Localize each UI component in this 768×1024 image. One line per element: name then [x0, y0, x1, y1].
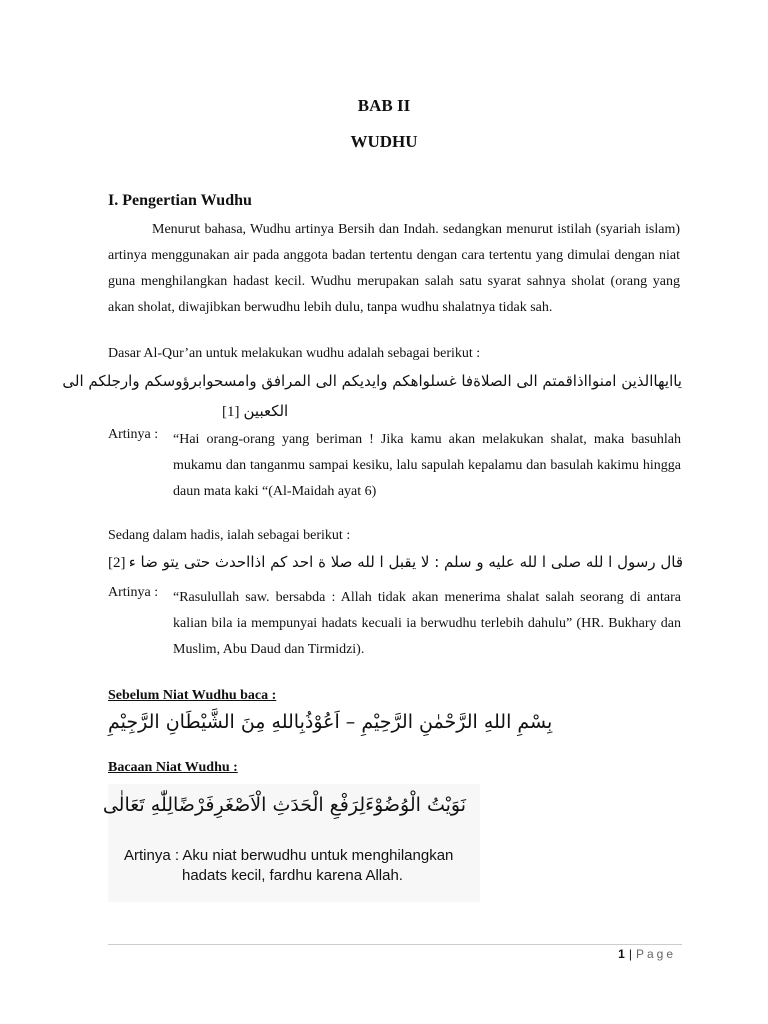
page-title: WUDHU: [350, 132, 418, 151]
quran-ref: [1]: [222, 404, 240, 420]
quran-intro: Dasar Al-Qur’an untuk melakukan wudhu adalah sebagai berikut :: [108, 346, 481, 361]
niat-heading: Bacaan Niat Wudhu :: [108, 760, 238, 775]
definition-paragraph: [108, 217, 680, 321]
basmala-taawudz: بِسْمِ اللهِ الرَّحْمٰنِ الرَّحِيْمِ – اَعُوْذُبِاللهِ مِنَ الشَّيْطَانِ الرَّجِيْمِ: [108, 711, 553, 733]
niat-image: [102, 784, 480, 902]
hadith-arabic: قال رسول ا لله صلى ا لله عليه و سلم : لا يقبل ا لله صلا ة احد كم اذااحدث حتى يتو ضا ء: [128, 553, 683, 571]
quran-arabic-line2: [222, 402, 288, 421]
quran-translation: “Hai orang-orang yang beriman ! Jika kamu akan melakukan shalat, maka basuhlah mukamu dan tanganmu sampai kesiku, lalu sapulah kepalamu dan basulah kakimu hingga daun mata kaki “(Al-Maidah ayat 6): [173, 432, 681, 499]
niat-translation-line2: hadats kecil, fardhu karena Allah.: [182, 867, 403, 884]
section-heading: I. Pengertian Wudhu: [108, 192, 252, 209]
hadith-arabic-row: [108, 553, 683, 581]
hadith-ref: [2]: [108, 555, 126, 571]
footer-divider: [108, 944, 682, 945]
page-word: Page: [635, 947, 676, 961]
before-niat-heading: Sebelum Niat Wudhu baca :: [108, 688, 277, 703]
quran-arabic-word: الكعبين: [243, 402, 289, 420]
chapter-label: BAB II: [357, 96, 411, 115]
hadith-intro: Sedang dalam hadis, ialah sebagai berikut :: [108, 528, 351, 543]
quran-arabic-line1: ياايهاالذين امنوااذاقمتم الى الصلاةفا غسلواهكم وايديكم الى المرافق وامسحوابرؤوسكم وارجلكم الى: [62, 372, 682, 390]
page-number: 1: [618, 947, 625, 961]
niat-translation-line1: Artinya : Aku niat berwudhu untuk menghilangkan: [124, 847, 454, 864]
hadith-translation-label: Artinya :: [108, 585, 159, 600]
definition-text: Menurut bahasa, Wudhu artinya Bersih dan Indah. sedangkan menurut istilah (syariah islam) artinya menggunakan air pada anggota badan tertentu dengan cara tertentu yang dimulai dengan niat guna menghilangkan hadast kecil. Wudhu merupakan salah satu syarat sahnya sholat (orang yang akan sholat, diwajibkan berwudhu lebih dulu, tanpa wudhu shalatnya tidak sah.: [108, 222, 680, 315]
page-footer: [618, 947, 676, 961]
niat-arabic: نَوَيْتُ الْوُضُوْءَلِرَفْعِ الْحَدَثِ الْاَصْغَرِفَرْضًالِلّٰهِ تَعَالٰى: [102, 794, 466, 816]
niat-translation: [124, 846, 453, 886]
footer-separator: |: [628, 947, 632, 961]
hadith-translation: “Rasulullah saw. bersabda : Allah tidak akan menerima shalat salah seorang di antara kalian bila ia mempunyai hadats kecuali ia berwudhu terlebih dahulu” (HR. Bukhary dan Muslim, Abu Daud dan Tirmidzi).: [173, 590, 681, 657]
quran-translation-label: Artinya :: [108, 427, 159, 442]
